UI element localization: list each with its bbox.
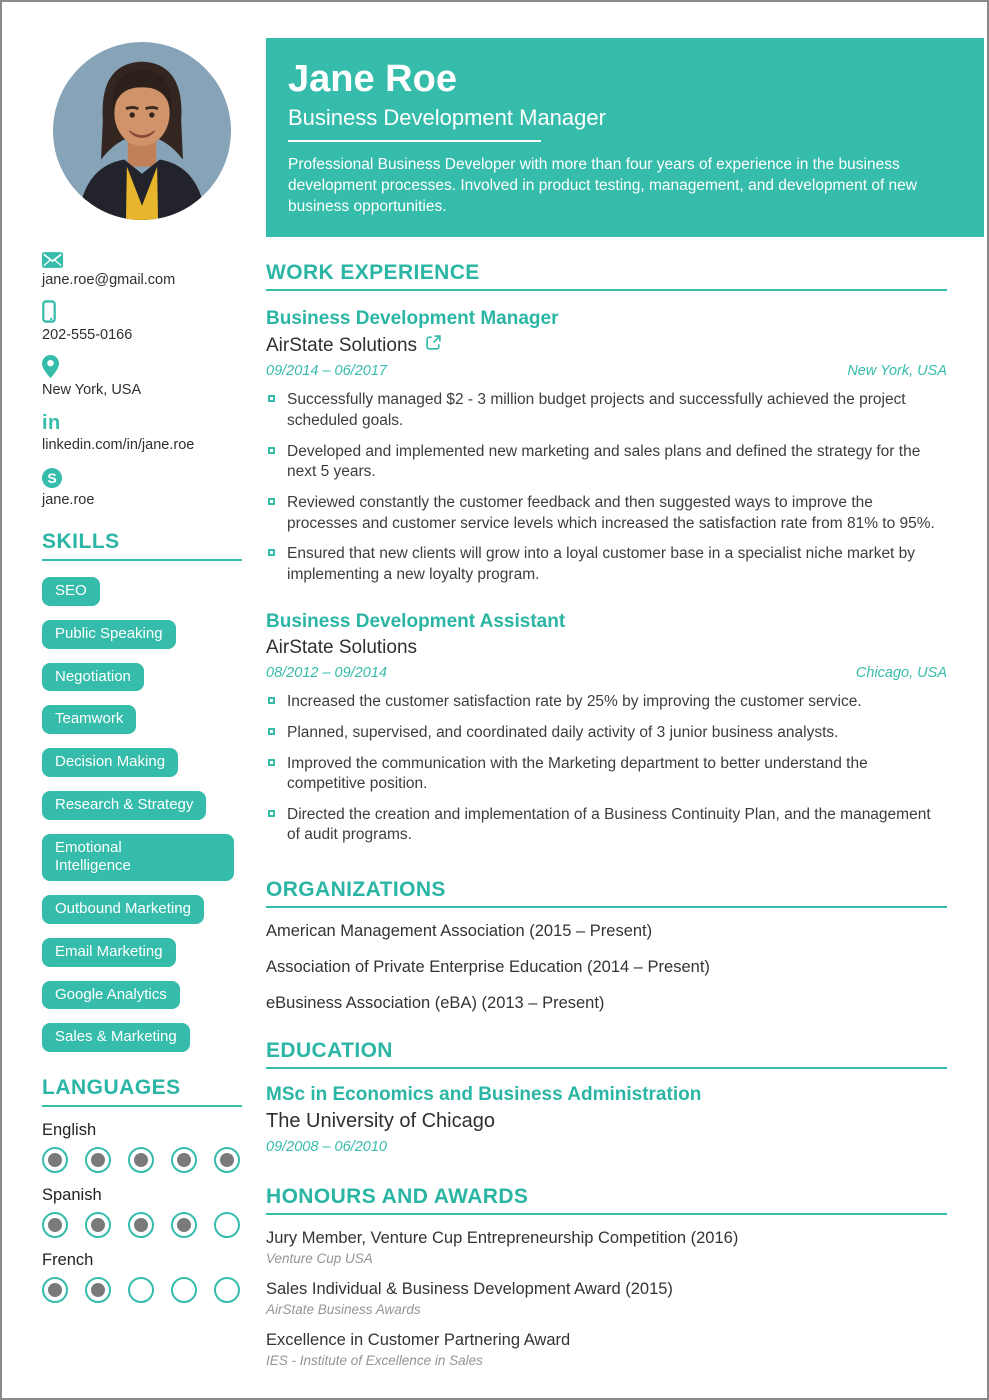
main-content: [266, 261, 947, 1368]
section-rule: [266, 1067, 947, 1069]
contact-item-phone: [42, 300, 242, 343]
envelope-icon: [42, 245, 242, 268]
bullet-list: [266, 692, 947, 846]
person-name: Jane Roe: [288, 58, 457, 100]
job-dates: 09/2014 – 06/2017: [266, 363, 387, 380]
award-title: Excellence in Customer Partnering Award: [266, 1330, 571, 1349]
job-location: New York, USA: [847, 363, 947, 380]
bullet-square-icon: [268, 498, 275, 505]
skill-badge: Email Marketing: [42, 938, 176, 967]
language-level-dot: [214, 1147, 240, 1173]
skype-icon: S: [42, 465, 242, 488]
section-rule: [266, 1213, 947, 1215]
company-name: AirState Solutions: [266, 334, 418, 356]
languages-section: [42, 1076, 242, 1303]
language-level-dot: [85, 1147, 111, 1173]
award-org: IES - Institute of Excellence in Sales: [266, 1352, 483, 1368]
language-level-dot: [171, 1147, 197, 1173]
skill-badge: Google Analytics: [42, 981, 180, 1010]
summary-text: Professional Business Developer with more than four years of experience in the business development processes. Involved in product testing, management, and development of new business opportunities.: [288, 155, 917, 215]
bullet-text: Directed the creation and implementation of a Business Continuity Plan, and the management of audit programs.: [287, 805, 931, 844]
language-level-dot: [128, 1277, 154, 1303]
profile-photo: [53, 42, 231, 220]
contact-item-email: [42, 245, 242, 288]
education-dates: 09/2008 – 06/2010: [266, 1138, 387, 1155]
bullet-text: Ensured that new clients will grow into a loyal customer base in a specialist niche market by implementing a new loyalty program.: [287, 545, 916, 583]
language-level-dot: [214, 1212, 240, 1238]
bullet-text: Developed and implemented new marketing and sales plans and defined the strategy for the next 5 years.: [287, 442, 921, 481]
phone-icon: [42, 300, 242, 323]
bullet-item: [266, 692, 947, 713]
job-entry: [266, 611, 947, 846]
location-pin-icon: [42, 355, 242, 378]
language-level-dot: [42, 1277, 68, 1303]
language-level-dot: [128, 1147, 154, 1173]
language-row: [42, 1251, 242, 1303]
bullet-square-icon: [268, 395, 275, 402]
language-row: [42, 1186, 242, 1238]
section-rule: [266, 906, 947, 908]
award-item: [266, 1280, 947, 1317]
job-title: Business Development Assistant: [266, 611, 566, 633]
main-column: [266, 38, 984, 1398]
location-value: New York, USA: [42, 382, 142, 398]
person-title: Business Development Manager: [288, 104, 606, 130]
work-experience-section: [266, 261, 947, 846]
bullet-list: [266, 390, 947, 585]
bullet-item: [266, 723, 947, 744]
name-header: [266, 38, 984, 237]
bullet-text: Increased the customer satisfaction rate by 25% by improving the customer service.: [287, 693, 862, 711]
language-level-dots: [42, 1212, 242, 1238]
organizations-heading: ORGANIZATIONS: [266, 877, 446, 901]
language-level-dot: [214, 1277, 240, 1303]
language-level-dot: [85, 1212, 111, 1238]
external-link-icon[interactable]: [425, 334, 442, 357]
language-name: French: [42, 1251, 94, 1269]
award-item: [266, 1229, 947, 1266]
languages-heading: LANGUAGES: [42, 1076, 181, 1099]
skills-heading: SKILLS: [42, 530, 120, 553]
bullet-item: [266, 805, 947, 846]
bullet-text: Reviewed constantly the customer feedback and then suggested ways to improve the processes and customer service levels which increased the satisfaction rate from 81% to 95%.: [287, 493, 935, 532]
language-rows: [42, 1121, 242, 1303]
bullet-text: Planned, supervised, and coordinated daily activity of 3 junior business analysts.: [287, 723, 839, 741]
title-underline: [288, 140, 541, 142]
language-level-dots: [42, 1147, 242, 1173]
contact-item-location: [42, 355, 242, 398]
skill-badge: Public Speaking: [42, 620, 176, 649]
school-name: The University of Chicago: [266, 1109, 495, 1132]
bullet-text: Successfully managed $2 - 3 million budget projects and successfully achieved the project scheduled goals.: [287, 391, 906, 430]
language-level-dot: [171, 1277, 197, 1303]
bullet-item: [266, 390, 947, 431]
skill-badge: Negotiation: [42, 663, 144, 692]
section-rule: [266, 289, 947, 291]
award-org: AirState Business Awards: [266, 1301, 421, 1317]
bullet-square-icon: [268, 728, 275, 735]
language-level-dot: [128, 1212, 154, 1238]
contact-item-linkedin: [42, 410, 242, 453]
language-level-dot: [171, 1212, 197, 1238]
company-name: AirState Solutions: [266, 637, 418, 659]
award-title: Jury Member, Venture Cup Entrepreneurship Competition (2016): [266, 1228, 739, 1247]
skype-value: jane.roe: [42, 492, 95, 508]
bullet-square-icon: [268, 759, 275, 766]
bullet-square-icon: [268, 549, 275, 556]
award-title: Sales Individual & Business Development Award (2015): [266, 1279, 673, 1298]
award-org: Venture Cup USA: [266, 1250, 373, 1266]
education-heading: EDUCATION: [266, 1038, 393, 1062]
organization-item: Association of Private Enterprise Education (2014 – Present): [266, 957, 710, 976]
organization-list: [266, 922, 947, 1013]
job-dates: 08/2012 – 09/2014: [266, 665, 387, 682]
skills-heading-rule: [42, 559, 242, 561]
bullet-text: Improved the communication with the Marketing department to better understand the competitive position.: [287, 754, 868, 793]
skill-badge: SEO: [42, 577, 100, 606]
skill-badge: Sales & Marketing: [42, 1023, 190, 1052]
skill-badge: Emotional Intelligence: [42, 834, 234, 882]
language-row: [42, 1121, 242, 1173]
skill-badges: [42, 577, 242, 1052]
languages-heading-rule: [42, 1105, 242, 1107]
skill-badge: Outbound Marketing: [42, 895, 204, 924]
job-company: [266, 334, 947, 357]
sidebar: [42, 40, 242, 1398]
education-section: [266, 1039, 947, 1155]
job-meta-row: [266, 665, 947, 681]
job-entry: [266, 308, 947, 585]
degree-title: MSc in Economics and Business Administration: [266, 1083, 702, 1105]
language-name: Spanish: [42, 1186, 102, 1204]
language-level-dot: [42, 1147, 68, 1173]
skill-badge: Decision Making: [42, 748, 178, 777]
job-meta-row: [266, 363, 947, 379]
bullet-item: [266, 544, 947, 585]
email-value: jane.roe@gmail.com: [42, 272, 176, 288]
bullet-square-icon: [268, 810, 275, 817]
contact-info: [42, 245, 242, 508]
linkedin-value: linkedin.com/in/jane.roe: [42, 437, 195, 453]
organization-item: eBusiness Association (eBA) (2013 – Present): [266, 993, 605, 1012]
bullet-item: [266, 442, 947, 483]
work-experience-heading: WORK EXPERIENCE: [266, 261, 480, 285]
skill-badge: Teamwork: [42, 705, 136, 734]
organization-item: American Management Association (2015 – Present): [266, 921, 653, 940]
language-level-dot: [42, 1212, 68, 1238]
bullet-square-icon: [268, 447, 275, 454]
job-title: Business Development Manager: [266, 308, 559, 330]
bullet-square-icon: [268, 697, 275, 704]
awards-section: [266, 1185, 947, 1368]
language-level-dots: [42, 1277, 242, 1303]
job-location: Chicago, USA: [855, 665, 947, 682]
bullet-item: [266, 493, 947, 534]
phone-value: 202-555-0166: [42, 327, 133, 343]
organizations-section: [266, 878, 947, 1013]
skill-badge: Research & Strategy: [42, 791, 206, 820]
award-item: [266, 1331, 947, 1368]
bullet-item: [266, 754, 947, 795]
language-name: English: [42, 1121, 97, 1139]
language-level-dot: [85, 1277, 111, 1303]
contact-item-skype: [42, 465, 242, 508]
awards-heading: HONOURS AND AWARDS: [266, 1184, 529, 1208]
job-company: [266, 637, 947, 659]
skills-section: [42, 530, 242, 1052]
linkedin-icon: in: [42, 412, 61, 434]
profile-photo-illustration: [53, 42, 231, 220]
